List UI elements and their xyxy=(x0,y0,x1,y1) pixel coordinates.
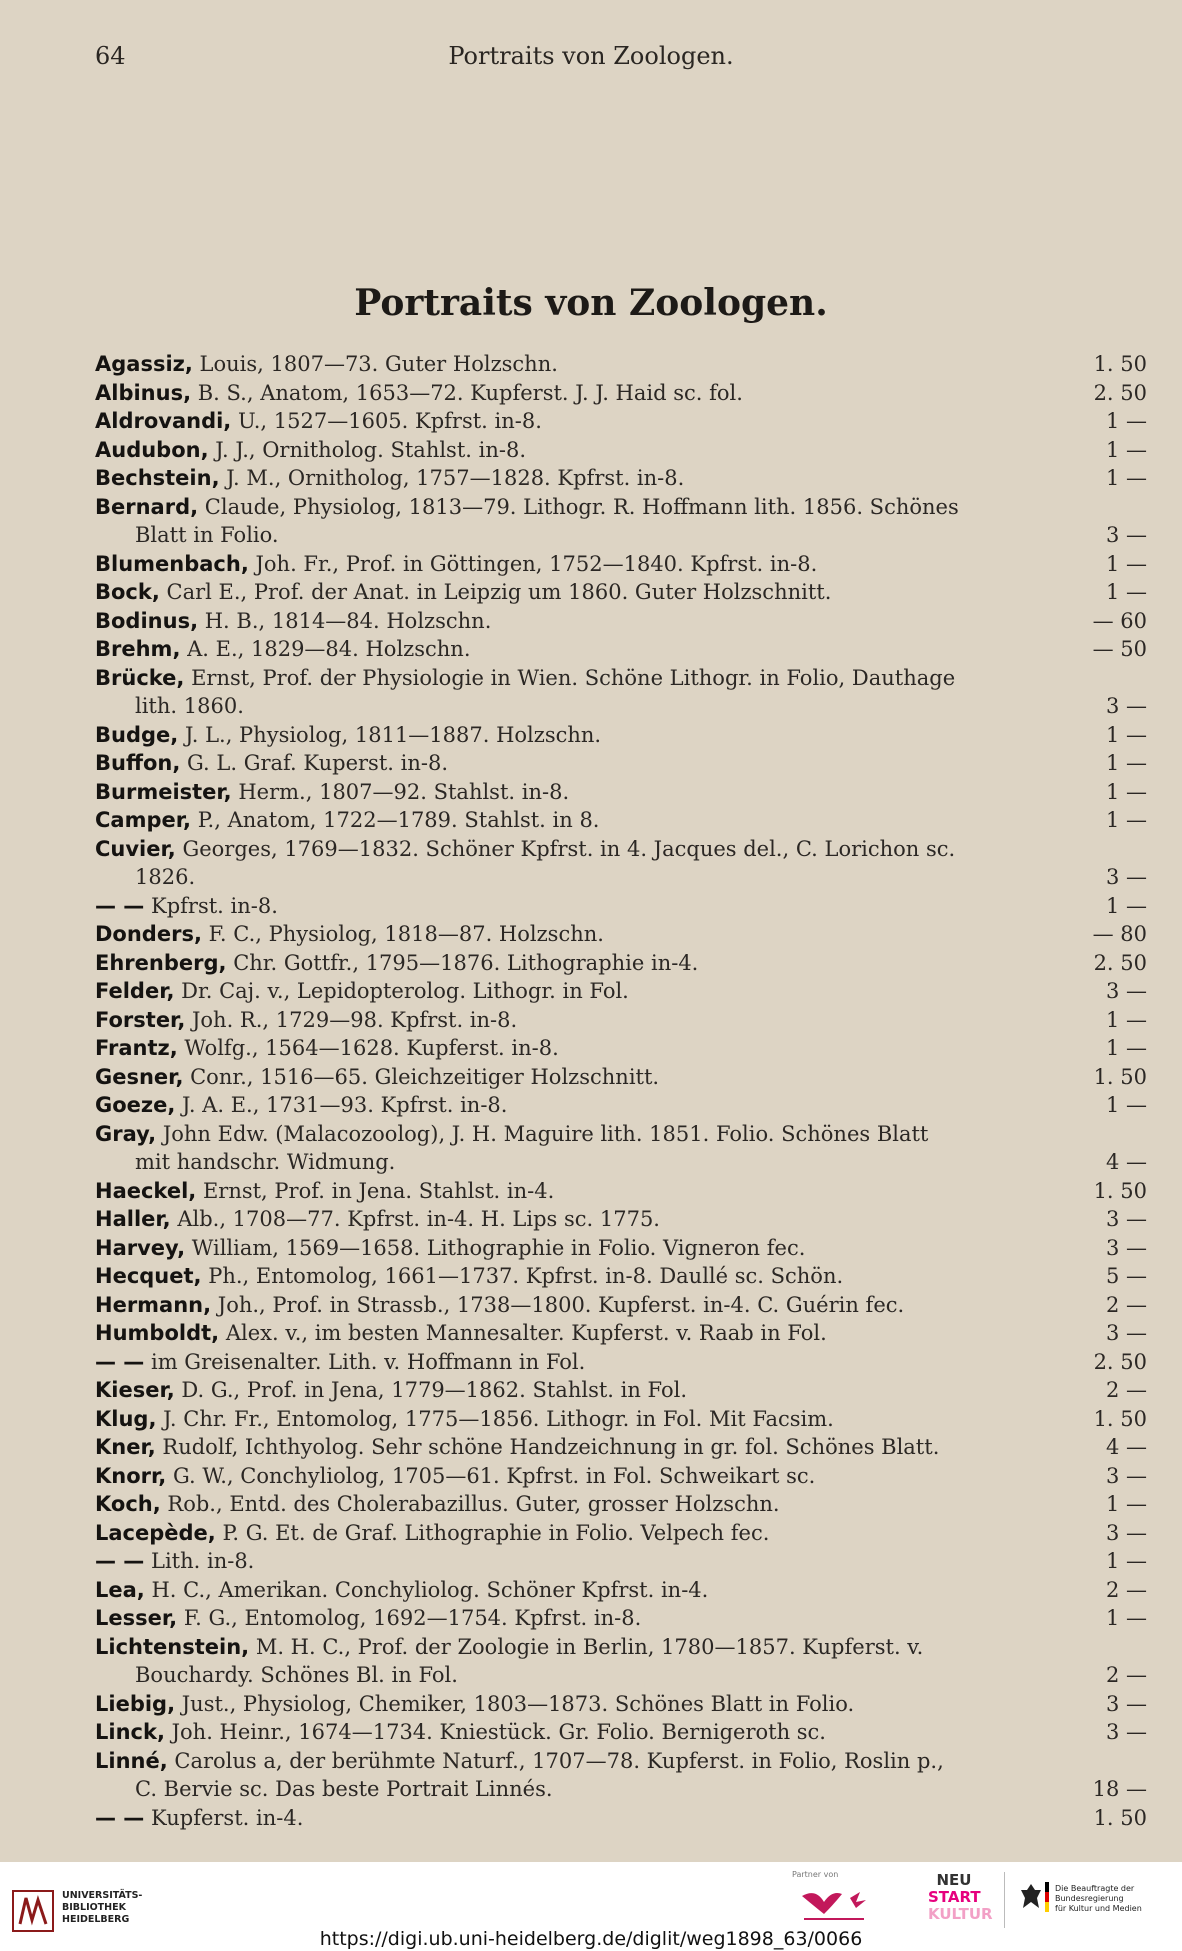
catalog-entry xyxy=(95,578,1147,607)
entry-price: 1 — xyxy=(1105,779,1147,804)
zoologist-name: Budge, xyxy=(95,722,179,747)
entry-price: 3 — xyxy=(1105,1720,1147,1744)
zoologist-name: Bock, xyxy=(95,580,160,604)
catalog-entry xyxy=(95,436,1147,465)
entry-line xyxy=(95,749,1147,778)
entry-price: 1. 50 xyxy=(1093,1805,1147,1830)
catalog-entry xyxy=(95,407,1147,436)
entry-line xyxy=(95,1405,1147,1434)
catalog-entry xyxy=(95,920,1147,949)
entry-price: 1. 50 xyxy=(1093,1064,1147,1089)
zoologist-name: Humboldt, xyxy=(95,1321,220,1345)
zoologist-name: Gray, xyxy=(95,1121,157,1146)
page-number: 64 xyxy=(95,42,126,70)
entry-line xyxy=(95,1490,1147,1519)
zoologist-name: Lesser, xyxy=(95,1606,178,1630)
zoologist-name: — — xyxy=(95,893,145,918)
entry-description: Lith. in-8. xyxy=(151,1549,255,1573)
entry-description: U., 1527—1605. Kpfrst. in-8. xyxy=(237,409,542,433)
bkm-line: für Kultur und Medien xyxy=(1055,1904,1142,1913)
entry-description: G. L. Graf. Kuperst. in-8. xyxy=(187,751,448,775)
entry-description: Georges, 1769—1832. Schöner Kpfrst. in 4. Jacques del., C. Lorichon sc. xyxy=(182,836,956,861)
zoologist-name: Lacepède, xyxy=(95,1520,216,1545)
catalog-entry xyxy=(95,835,1147,892)
zoologist-name: Linck, xyxy=(95,1720,165,1744)
entry-price: 2. 50 xyxy=(1093,380,1147,405)
catalog-entry xyxy=(95,1291,1147,1320)
catalog-entry xyxy=(95,949,1147,978)
zoologist-name: Lichtenstein, xyxy=(95,1634,250,1659)
entry-price: 5 — xyxy=(1105,1264,1147,1288)
entry-description: Claude, Physiolog, 1813—79. Lithogr. R. Hoffmann lith. 1856. Schönes xyxy=(204,494,959,519)
catalog-entry xyxy=(95,1091,1147,1120)
entry-price: 1. 50 xyxy=(1093,352,1147,376)
entry-description: C. Bervie sc. Das beste Portrait Linnés. xyxy=(135,1777,553,1801)
entry-line xyxy=(95,721,1147,750)
entry-price: 4 — xyxy=(1105,1435,1147,1459)
entry-line xyxy=(95,692,1147,721)
entry-description: Wolfg., 1564—1628. Kupferst. in-8. xyxy=(184,1036,559,1060)
entry-description: Chr. Gottfr., 1795—1876. Lithographie in-4. xyxy=(233,950,699,975)
catalog-entry xyxy=(95,806,1147,835)
entry-price: 3 — xyxy=(1105,1520,1147,1545)
entry-line xyxy=(95,1804,1147,1833)
entry-price: 2 — xyxy=(1105,1292,1147,1317)
zoologist-name: Harvey, xyxy=(95,1235,186,1260)
viewer-footer xyxy=(0,1862,1182,1951)
zoologist-name: — — xyxy=(95,1805,145,1830)
entry-line xyxy=(95,407,1147,436)
entry-description: G. W., Conchyliolog, 1705—61. Kpfrst. in Fol. Schweikart sc. xyxy=(172,1463,816,1488)
catalog-entry xyxy=(95,1234,1147,1263)
partner-label: Partner von xyxy=(792,1870,839,1879)
entry-description: B. S., Anatom, 1653—72. Kupferst. J. J. Haid sc. fol. xyxy=(197,380,743,405)
zoologist-name: Burmeister, xyxy=(95,779,232,804)
entry-line xyxy=(95,1661,1147,1690)
zoologist-name: Cuvier, xyxy=(95,836,176,861)
entry-description: D. G., Prof. in Jena, 1779—1862. Stahlst. in Fol. xyxy=(181,1378,688,1402)
entry-description: P. G. Et. de Graf. Lithographie in Folio. Velpech fec. xyxy=(222,1520,770,1545)
entry-line xyxy=(95,1348,1147,1377)
entry-line xyxy=(95,1120,1147,1149)
entry-description: Kupferst. in-4. xyxy=(151,1805,304,1830)
catalog-entry xyxy=(95,1205,1147,1234)
entry-description: Just., Physiolog, Chemiker, 1803—1873. Schönes Blatt in Folio. xyxy=(181,1691,855,1716)
zoologist-name: Lea, xyxy=(95,1577,145,1602)
entry-price: 1 — xyxy=(1105,580,1147,604)
entry-description: Kpfrst. in-8. xyxy=(151,893,278,918)
entry-price: 1 — xyxy=(1105,551,1147,576)
library-logo-line: UNIVERSITÄTS- xyxy=(62,1890,143,1901)
entry-price: 2. 50 xyxy=(1093,1349,1147,1374)
entry-price: 3 — xyxy=(1105,1691,1147,1716)
entry-line xyxy=(95,1177,1147,1206)
bkm-logo xyxy=(1004,1872,1175,1928)
catalog-entry xyxy=(95,1006,1147,1035)
entry-line xyxy=(95,1462,1147,1491)
entry-price: 1 — xyxy=(1105,437,1147,462)
entry-line xyxy=(95,1234,1147,1263)
entry-price: 1 — xyxy=(1105,722,1147,747)
catalog-entry xyxy=(95,464,1147,493)
zoologist-name: Kieser, xyxy=(95,1378,175,1402)
entry-price: 3 — xyxy=(1105,694,1147,718)
zoologist-name: Brücke, xyxy=(95,665,185,690)
zoologist-name: Forster, xyxy=(95,1007,186,1032)
entry-line xyxy=(95,607,1147,636)
catalog-entry xyxy=(95,379,1147,408)
entry-line xyxy=(95,1034,1147,1063)
entry-line xyxy=(95,350,1147,379)
federal-eagle-icon xyxy=(1019,1882,1043,1912)
catalog-entry xyxy=(95,550,1147,579)
entry-line xyxy=(95,1604,1147,1633)
zoologist-name: Camper, xyxy=(95,808,191,832)
entry-price: 2. 50 xyxy=(1093,950,1147,975)
entry-line xyxy=(95,1291,1147,1320)
zoologist-name: Linné, xyxy=(95,1748,168,1773)
entry-price: 3 — xyxy=(1105,1321,1147,1345)
bkm-line: Die Beauftragte der Bundesregierung xyxy=(1055,1884,1135,1903)
entry-line xyxy=(95,806,1147,835)
entry-description: Rob., Entd. des Cholerabazillus. Guter, grosser Holzschn. xyxy=(167,1492,780,1516)
zoologist-name: Goeze, xyxy=(95,1093,176,1117)
entry-description: Carolus a, der berühmte Naturf., 1707—78. Kupferst. in Folio, Roslin p., xyxy=(174,1748,944,1773)
zoologist-name: Felder, xyxy=(95,979,175,1003)
entry-description: Ernst, Prof. der Physiologie in Wien. Schöne Lithogr. in Folio, Dauthage xyxy=(191,665,956,690)
entry-price: — 50 xyxy=(1092,637,1147,661)
catalog-entry xyxy=(95,977,1147,1006)
entry-description: F. C., Physiolog, 1818—87. Holzschn. xyxy=(208,922,604,946)
entry-price: 1 — xyxy=(1105,808,1147,832)
entry-description: Joh. Heinr., 1674—1734. Kniestück. Gr. Folio. Bernigeroth sc. xyxy=(171,1720,826,1744)
running-title: Portraits von Zoologen. xyxy=(448,42,734,70)
entry-line xyxy=(95,550,1147,579)
library-logo-line: BIBLIOTHEK xyxy=(62,1902,126,1913)
entry-description: Alb., 1708—77. Kpfrst. in-4. H. Lips sc. 1775. xyxy=(177,1207,660,1231)
entry-description: F. G., Entomolog, 1692—1754. Kpfrst. in-8. xyxy=(183,1606,642,1630)
entry-line xyxy=(95,1519,1147,1548)
entry-description: im Greisenalter. Lith. v. Hoffmann in Fol. xyxy=(151,1349,586,1374)
catalog-entry xyxy=(95,1262,1147,1291)
page-title: Portraits von Zoologen. xyxy=(354,282,828,324)
entry-description: J. A. E., 1731—93. Kpfrst. in-8. xyxy=(182,1093,508,1117)
entry-price: 1 — xyxy=(1105,893,1147,918)
catalog-entry xyxy=(95,1462,1147,1491)
catalog-entry xyxy=(95,778,1147,807)
zoologist-name: Audubon, xyxy=(95,437,209,462)
zoologist-name: Blumenbach, xyxy=(95,551,249,576)
library-crest-icon xyxy=(12,1890,54,1932)
entry-description: Ernst, Prof. in Jena. Stahlst. in-4. xyxy=(202,1178,555,1203)
entry-price: 1 — xyxy=(1105,466,1147,490)
catalog-entry xyxy=(95,1405,1147,1434)
catalog-entry xyxy=(95,635,1147,664)
entry-line xyxy=(95,892,1147,921)
entry-line xyxy=(95,835,1147,864)
entry-line xyxy=(95,949,1147,978)
entry-price: 3 — xyxy=(1105,1235,1147,1260)
zoologist-name: Knorr, xyxy=(95,1463,167,1488)
entry-price: 1. 50 xyxy=(1093,1406,1147,1431)
zoologist-name: Gesner, xyxy=(95,1064,184,1089)
zoologist-name: Ehrenberg, xyxy=(95,950,227,975)
entry-description: H. B., 1814—84. Holzschn. xyxy=(204,608,492,633)
entry-price: 2 — xyxy=(1105,1577,1147,1602)
entry-line xyxy=(95,1319,1147,1348)
entry-description: M. H. C., Prof. der Zoologie in Berlin, 1780—1857. Kupferst. v. xyxy=(255,1634,924,1659)
entry-description: Bouchardy. Schönes Bl. in Fol. xyxy=(135,1663,458,1687)
entry-price: 3 — xyxy=(1105,523,1147,547)
zoologist-name: Kner, xyxy=(95,1435,156,1459)
catalog-entry xyxy=(95,664,1147,721)
zoologist-name: Haller, xyxy=(95,1207,171,1231)
entry-price: — 60 xyxy=(1092,608,1147,633)
entry-price: 1 — xyxy=(1105,1549,1147,1573)
permalink-url[interactable]: https://digi.ub.uni-heidelberg.de/diglit/weg1898_63/0066 xyxy=(319,1928,863,1950)
entry-line xyxy=(95,379,1147,408)
entry-line xyxy=(95,1091,1147,1120)
entry-description: Blatt in Folio. xyxy=(135,523,279,547)
catalog-entry xyxy=(95,1633,1147,1690)
entry-price: 1 — xyxy=(1105,1606,1147,1630)
catalog-entry xyxy=(95,1576,1147,1605)
entry-price: 1 — xyxy=(1105,1036,1147,1060)
library-logo-line: HEIDELBERG xyxy=(62,1914,130,1925)
entry-price: — 80 xyxy=(1092,922,1147,946)
running-head xyxy=(0,42,1182,72)
catalog-entry xyxy=(95,350,1147,379)
entry-description: 1826. xyxy=(135,865,196,889)
catalog-entry xyxy=(95,1348,1147,1377)
entry-line xyxy=(95,778,1147,807)
entry-line xyxy=(95,1718,1147,1747)
entry-description: Alex. v., im besten Mannesalter. Kupferst. v. Raab in Fol. xyxy=(225,1321,827,1345)
zoologist-name: Hecquet, xyxy=(95,1264,202,1288)
zoologist-name: Liebig, xyxy=(95,1691,176,1716)
zoologist-name: Haeckel, xyxy=(95,1178,197,1203)
catalog-entry xyxy=(95,1177,1147,1206)
zoologist-name: Klug, xyxy=(95,1406,157,1431)
entry-price: 4 — xyxy=(1105,1150,1147,1174)
entry-description: John Edw. (Malacozoolog), J. H. Maguire lith. 1851. Folio. Schönes Blatt xyxy=(162,1121,929,1146)
entry-line xyxy=(95,436,1147,465)
entry-description: Joh. R., 1729—98. Kpfrst. in-8. xyxy=(192,1007,518,1032)
entry-line xyxy=(95,1690,1147,1719)
catalog-entry xyxy=(95,1034,1147,1063)
zoologist-name: Buffon, xyxy=(95,751,181,775)
entry-description: Conr., 1516—65. Gleichzeitiger Holzschnitt. xyxy=(190,1064,660,1089)
entry-description: Rudolf, Ichthyolog. Sehr schöne Handzeichnung in gr. fol. Schönes Blatt. xyxy=(162,1435,940,1459)
catalog-entry xyxy=(95,1519,1147,1548)
entry-line xyxy=(95,635,1147,664)
entry-price: 2 — xyxy=(1105,1378,1147,1402)
neustart-line: KULTUR xyxy=(928,1905,993,1923)
zoologist-name: Agassiz, xyxy=(95,352,193,376)
entry-line xyxy=(95,1747,1147,1776)
entry-description: Louis, 1807—73. Guter Holzschn. xyxy=(199,352,558,376)
entry-price: 1 — xyxy=(1105,1492,1147,1516)
entry-price: 1 — xyxy=(1105,409,1147,433)
zoologist-name: Brehm, xyxy=(95,637,181,661)
entry-description: J. L., Physiolog, 1811—1887. Holzschn. xyxy=(184,722,602,747)
catalog-entry xyxy=(95,1604,1147,1633)
catalog-entry xyxy=(95,1804,1147,1833)
catalog-entry xyxy=(95,892,1147,921)
flag-stripe-icon xyxy=(1045,1882,1049,1912)
entry-line xyxy=(95,1063,1147,1092)
zoologist-name: — — xyxy=(95,1349,145,1374)
entry-line xyxy=(95,1547,1147,1576)
zoologist-name: Koch, xyxy=(95,1492,161,1516)
entry-line xyxy=(95,1376,1147,1405)
catalog-entry xyxy=(95,1718,1147,1747)
entry-description: mit handschr. Widmung. xyxy=(135,1150,396,1174)
entry-line xyxy=(95,493,1147,522)
entry-line xyxy=(95,578,1147,607)
catalog-entry xyxy=(95,721,1147,750)
partner-bird-logo-icon xyxy=(794,1880,894,1926)
entry-line xyxy=(95,1262,1147,1291)
neustart-line: NEU xyxy=(936,1871,972,1889)
catalog-entries xyxy=(95,350,1147,1832)
entry-description: H. C., Amerikan. Conchyliolog. Schöner Kpfrst. in-4. xyxy=(151,1577,709,1602)
entry-price: 1 — xyxy=(1105,751,1147,775)
entry-price: 18 — xyxy=(1092,1777,1147,1801)
neustart-kultur-logo xyxy=(928,1871,993,1926)
entry-description: P., Anatom, 1722—1789. Stahlst. in 8. xyxy=(197,808,600,832)
entry-description: Joh. Fr., Prof. in Göttingen, 1752—1840. Kpfrst. in-8. xyxy=(255,551,818,576)
entry-description: J. Chr. Fr., Entomolog, 1775—1856. Lithogr. in Fol. Mit Facsim. xyxy=(163,1406,834,1431)
entry-price: 3 — xyxy=(1105,1207,1147,1231)
entry-price: 1. 50 xyxy=(1093,1178,1147,1203)
catalog-entry xyxy=(95,1490,1147,1519)
catalog-entry xyxy=(95,1433,1147,1462)
zoologist-name: Aldrovandi, xyxy=(95,409,232,433)
entry-price: 3 — xyxy=(1105,865,1147,889)
catalog-entry xyxy=(95,607,1147,636)
entry-description: Dr. Caj. v., Lepidopterolog. Lithogr. in Fol. xyxy=(181,979,629,1003)
entry-line xyxy=(95,1205,1147,1234)
zoologist-name: Bechstein, xyxy=(95,466,220,490)
zoologist-name: Bernard, xyxy=(95,494,199,519)
entry-line xyxy=(95,521,1147,550)
catalog-entry xyxy=(95,1120,1147,1177)
entry-description: Herm., 1807—92. Stahlst. in-8. xyxy=(238,779,570,804)
entry-line xyxy=(95,1633,1147,1662)
zoologist-name: Frantz, xyxy=(95,1036,178,1060)
entry-price: 1 — xyxy=(1105,1007,1147,1032)
entry-line xyxy=(95,664,1147,693)
entry-line xyxy=(95,1433,1147,1462)
entry-price: 1 — xyxy=(1105,1093,1147,1117)
catalog-entry xyxy=(95,1063,1147,1092)
zoologist-name: Donders, xyxy=(95,922,202,946)
entry-description: A. E., 1829—84. Holzschn. xyxy=(187,637,471,661)
entry-line xyxy=(95,1006,1147,1035)
entry-price: 2 — xyxy=(1105,1663,1147,1687)
catalog-entry xyxy=(95,1690,1147,1719)
entry-line xyxy=(95,1576,1147,1605)
entry-description: William, 1569—1658. Lithographie in Folio. Vigneron fec. xyxy=(191,1235,806,1260)
entry-line xyxy=(95,977,1147,1006)
catalog-entry xyxy=(95,1747,1147,1804)
catalog-entry xyxy=(95,1547,1147,1576)
catalog-entry xyxy=(95,1376,1147,1405)
entry-line xyxy=(95,863,1147,892)
entry-description: Joh., Prof. in Strassb., 1738—1800. Kupferst. in-4. C. Guérin fec. xyxy=(217,1292,905,1317)
entry-price: 3 — xyxy=(1105,979,1147,1003)
catalog-entry xyxy=(95,749,1147,778)
entry-line xyxy=(95,920,1147,949)
entry-line xyxy=(95,1148,1147,1177)
zoologist-name: Hermann, xyxy=(95,1292,212,1317)
entry-description: J. M., Ornitholog, 1757—1828. Kpfrst. in-8. xyxy=(226,466,685,490)
zoologist-name: — — xyxy=(95,1549,145,1573)
entry-description: Ph., Entomolog, 1661—1737. Kpfrst. in-8. Daullé sc. Schön. xyxy=(208,1264,844,1288)
zoologist-name: Bodinus, xyxy=(95,608,199,633)
neustart-line: START xyxy=(928,1888,981,1906)
entry-description: Carl E., Prof. der Anat. in Leipzig um 1860. Guter Holzschnitt. xyxy=(166,580,832,604)
entry-price: 3 — xyxy=(1105,1463,1147,1488)
entry-description: lith. 1860. xyxy=(135,694,244,718)
catalog-entry xyxy=(95,493,1147,550)
entry-line xyxy=(95,464,1147,493)
catalog-entry xyxy=(95,1319,1147,1348)
entry-description: J. J., Ornitholog. Stahlst. in-8. xyxy=(215,437,526,462)
zoologist-name: Albinus, xyxy=(95,380,192,405)
entry-line xyxy=(95,1775,1147,1804)
